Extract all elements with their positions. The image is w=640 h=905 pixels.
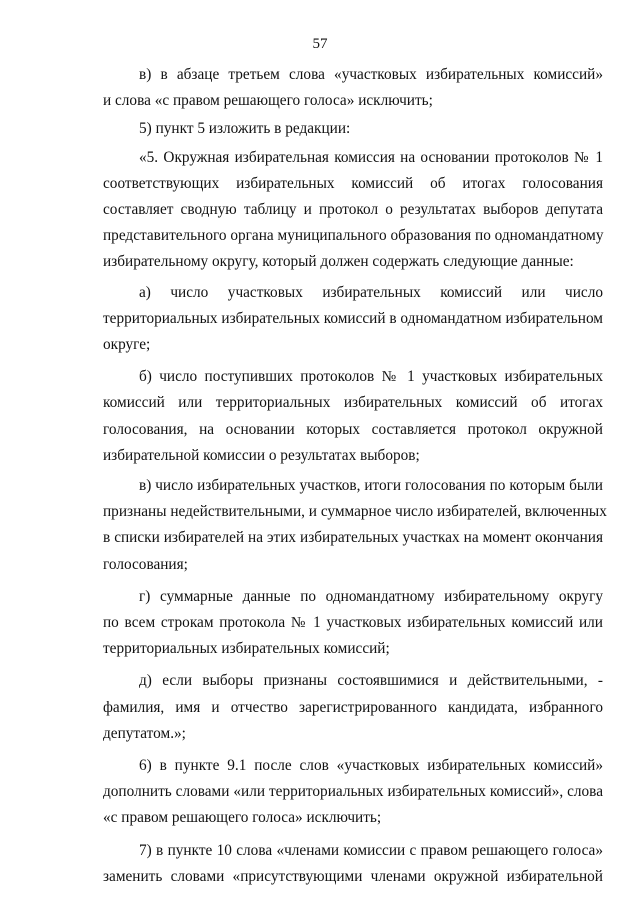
paragraph-subitem-v <box>103 473 607 578</box>
text-line: 6) в пункте 9.1 после слов «участковых избирательных комиссий» <box>139 757 603 775</box>
text-line: а) число участковых избирательных комиссий или число <box>139 283 603 301</box>
text-line: избирательному округу, который должен содержать следующие данные: <box>103 253 574 271</box>
page-number: 57 <box>312 36 328 52</box>
paragraph-subitem-g <box>103 584 603 663</box>
text-line: составляет сводную таблицу и протокол о результатах выборов депутата <box>103 201 603 219</box>
paragraph-item-5-text <box>103 145 603 276</box>
text-line: голосования, на основании которых составляется протокол окружной <box>103 420 603 438</box>
text-line: в) в абзаце третьем слова «участковых избирательных комиссий» <box>139 66 603 83</box>
paragraph-item-5-intro <box>103 116 603 142</box>
text-line: 5) пункт 5 изложить в редакции: <box>139 120 351 138</box>
text-line: дополнить словами «или территориальных избирательных комиссий», слова <box>103 783 603 801</box>
text-line: территориальных избирательных комиссий в одномандатном избирательном <box>103 309 603 327</box>
paragraph-3v-exclude-words <box>103 62 603 114</box>
text-line: фамилия, имя и отчество зарегистрированного кандидата, избранного <box>103 698 603 716</box>
paragraph-subitem-d <box>103 668 603 747</box>
text-line: территориальных избирательных комиссий; <box>103 640 390 658</box>
text-line: признаны недействительными, и суммарное число избирателей, включенных <box>103 503 607 521</box>
text-line: б) число поступивших протоколов № 1 участковых избирательных <box>139 368 603 386</box>
text-line: голосования; <box>103 555 188 573</box>
text-line: и слова «с правом решающего голоса» исключить; <box>103 92 433 110</box>
text-line: «с правом решающего голоса» исключить; <box>103 809 382 827</box>
text-line: 7) в пункте 10 слова «членами комиссии с правом решающего голоса» <box>139 841 603 859</box>
text-line: в списки избирателей на этих избирательных участках на момент окончания <box>103 529 603 547</box>
text-line: д) если выборы признаны состоявшимися и действительными, - <box>139 672 603 690</box>
text-line: избирательной комиссии о результатах выборов; <box>103 446 420 464</box>
text-line: комиссий или территориальных избирательных комиссий об итогах <box>103 394 603 412</box>
text-line: по всем строкам протокола № 1 участковых избирательных комиссий или <box>103 614 603 632</box>
text-line: представительного органа муниципального образования по одномандатному <box>103 227 604 245</box>
paragraph-item-6 <box>103 753 603 832</box>
paragraph-item-7 <box>103 838 603 890</box>
text-line: депутатом.»; <box>103 724 186 742</box>
paragraph-subitem-b <box>103 364 603 469</box>
text-line: в) число избирательных участков, итоги голосования по которым были <box>139 477 603 495</box>
paragraph-subitem-a <box>103 280 603 359</box>
text-line: соответствующих избирательных комиссий об итогах голосования <box>103 174 603 192</box>
text-line: заменить словами «присутствующими членами окружной избирательной <box>103 867 603 885</box>
text-line: округе; <box>103 336 151 354</box>
text-line: г) суммарные данные по одномандатному избирательному округу <box>139 587 603 605</box>
text-line: «5. Окружная избирательная комиссия на основании протоколов № 1 <box>139 148 603 166</box>
document-body <box>103 62 607 890</box>
